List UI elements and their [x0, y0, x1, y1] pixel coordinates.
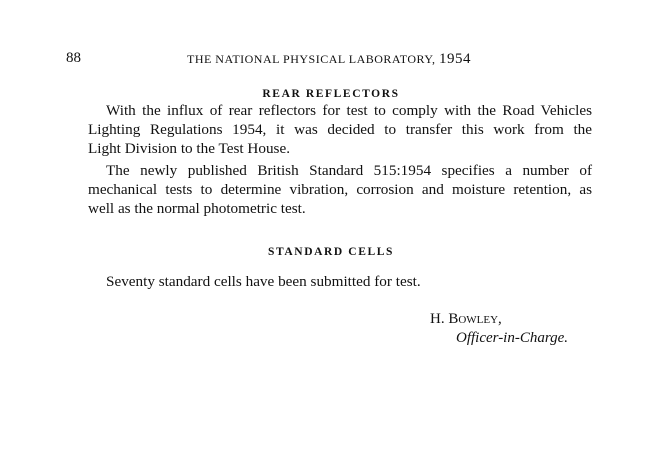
paragraph-line: Light Division to the Test House. — [88, 140, 290, 157]
page-number: 88 — [66, 50, 81, 66]
running-title — [0, 51, 650, 68]
paragraph-line: well as the normal photometric test. — [88, 200, 306, 217]
paragraph-line: mechanical tests to determine vibration, corrosion and moisture retention, as — [88, 181, 592, 198]
paragraph-line: Seventy standard cells have been submitted for test. — [106, 273, 421, 290]
signature-title: Officer-in-Charge. — [456, 330, 569, 346]
section-heading-rear-reflectors: REAR REFLECTORS — [262, 88, 400, 100]
paragraph-line: Lighting Regulations 1954, it was decided to transfer this work from the — [88, 121, 592, 138]
signature-name: H. Bowley, — [430, 311, 502, 327]
running-title-year: 1954 — [439, 51, 471, 67]
paragraph-line: With the influx of rear reflectors for test to comply with the Road Vehicles — [106, 102, 592, 119]
running-title-text: THE NATIONAL PHYSICAL LABORATORY, — [186, 52, 436, 66]
paragraph-line: The newly published British Standard 515:1954 specifies a number of — [106, 162, 592, 179]
section-heading-standard-cells: STANDARD CELLS — [267, 246, 395, 258]
